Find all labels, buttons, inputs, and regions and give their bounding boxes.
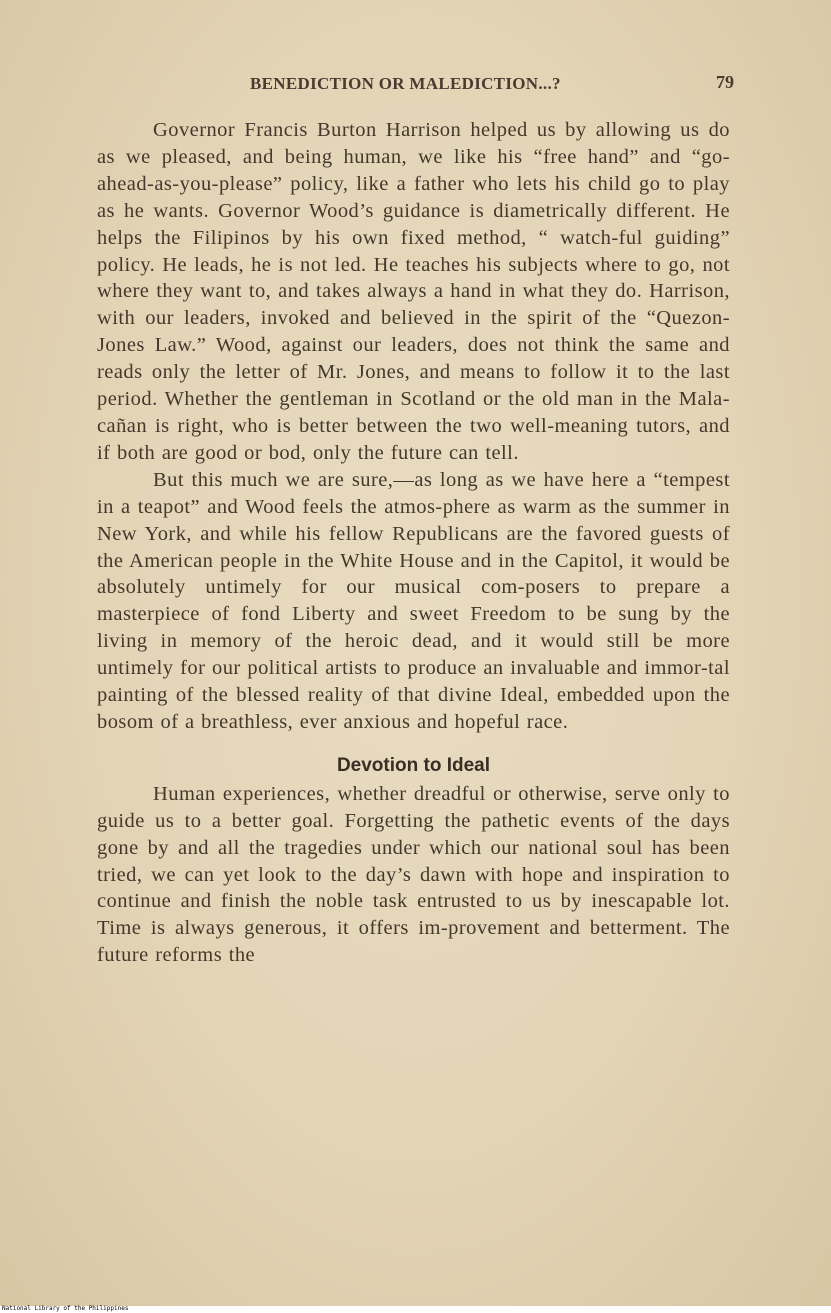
body-text [97,117,730,969]
paragraph: Governor Francis Burton Harrison helped us by allowing us do as we pleased, and being human, we like his “free hand” and “go-ahead-as-you-please” policy, like a father who lets his child go to play as he wants. Governor Wood’s guidance is diametrically different. He helps the Filipinos by his own fixed method, “ watch-ful guiding” policy. He leads, he is not led. He teaches his subjects where to go, not where they want to, and takes always a hand in what they do. Harrison, with our leaders, invoked and believed in the spirit of the “Quezon-Jones Law.” Wood, against our leaders, does not think the same and reads only the letter of Mr. Jones, and means to follow it to the last period. Whether the gentleman in Scotland or the old man in the Mala-cañan is right, who is better between the two well-meaning tutors, and if both are good or bod, only the future can tell. [97,119,730,464]
running-head [0,72,831,102]
page-number: 79 [716,72,734,92]
running-title: BENEDICTION OR MALEDICTION...? [250,74,561,93]
paragraph: But this much we are sure,—as long as we have here a “tempest in a teapot” and Wood feels the atmos-phere as warm as the summer in New York, and while his fellow Republicans are the favored guests of the American people in the White House and in the Capitol, it would be absolutely untimely for our musical com-posers to prepare a masterpiece of fond Liberty and sweet Freedom to be sung by the living in memory of the heroic dead, and it would still be more untimely for our political artists to produce an invaluable and immor-tal painting of the blessed reality of that divine Ideal, embedded upon the bosom of a breathless, ever anxious and hopeful race. [97,468,730,733]
section-heading: Devotion to Ideal [336,754,491,776]
paragraph: Human experiences, whether dreadful or otherwise, serve only to guide us to a better goal. Forgetting the pathetic events of the days gone by and all the tragedies under which our national soul has been tried, we can yet look to the day’s dawn with hope and inspiration to continue and finish the noble task entrusted to us by inescapable lot. Time is always generous, it offers im-provement and betterment. The future reforms the [97,782,730,967]
library-credit: National Library of the Philippines [2,1305,129,1312]
